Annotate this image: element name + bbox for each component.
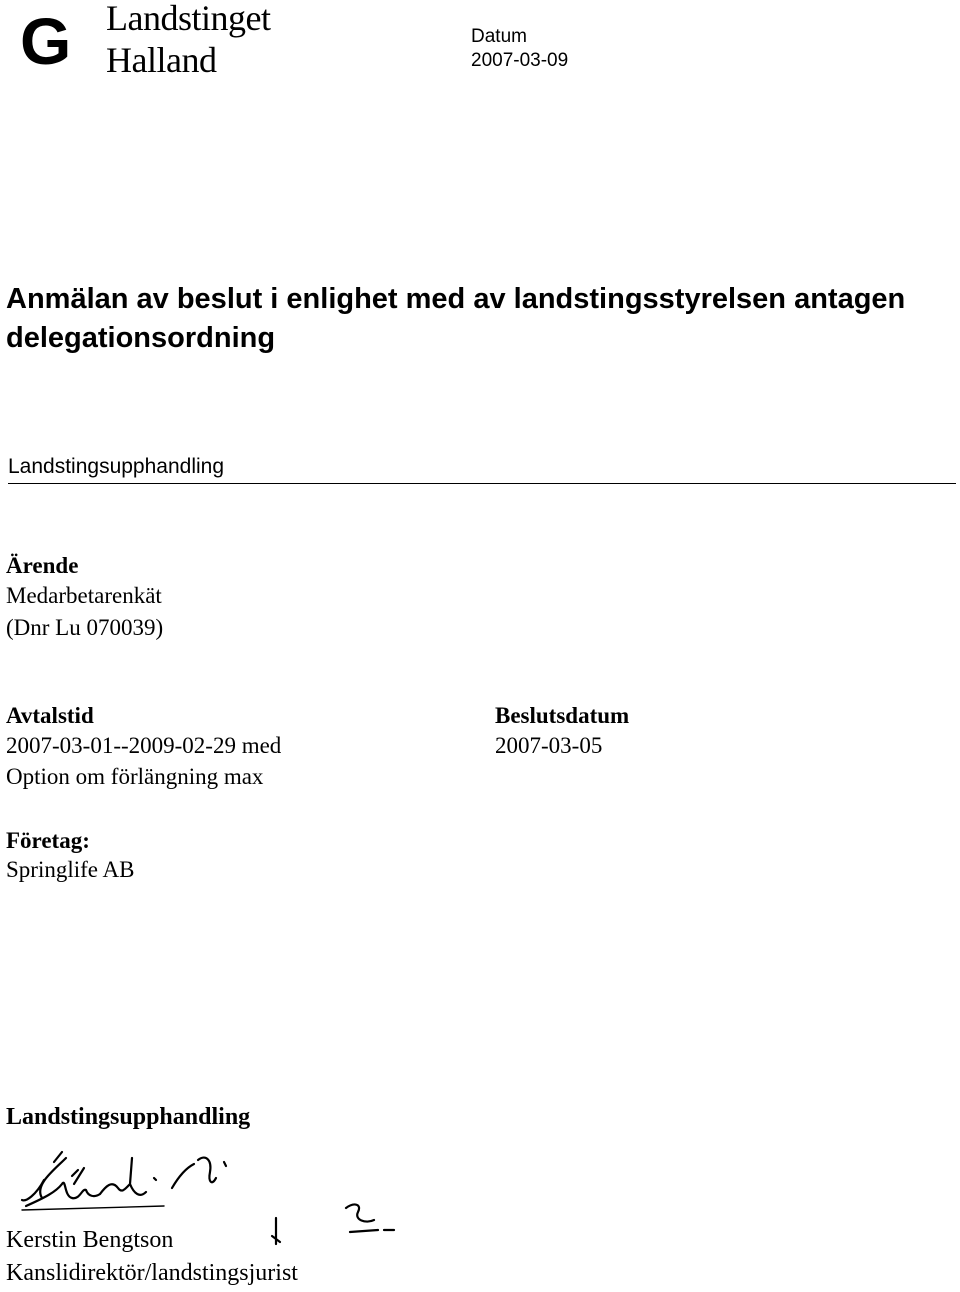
decision-date-value: 2007-03-05: [495, 733, 603, 758]
agreement-period-label: Avtalstid: [6, 703, 94, 728]
date-label: Datum: [471, 26, 527, 47]
case-label: Ärende: [6, 553, 79, 578]
heading-divider: [8, 483, 956, 484]
department-heading: Landstingsupphandling: [8, 455, 225, 478]
footer-department: Landstingsupphandling: [6, 1104, 251, 1130]
signer-title: Kanslidirektör/landstingsjurist: [6, 1260, 298, 1286]
agreement-option-text: Option om förlängning max: [6, 764, 264, 789]
organization-logo: G: [20, 4, 72, 78]
case-reference-number: (Dnr Lu 070039): [6, 615, 164, 640]
organization-name-line1: Landstinget: [106, 0, 271, 38]
organization-name-line2: Halland: [106, 40, 217, 80]
company-label: Företag:: [6, 828, 90, 853]
case-name: Medarbetarenkät: [6, 583, 162, 608]
decision-date-label: Beslutsdatum: [495, 703, 630, 728]
signer-name: Kerstin Bengtson: [6, 1227, 174, 1253]
agreement-period-value: 2007-03-01--2009-02-29 med: [6, 733, 282, 758]
company-name: Springlife AB: [6, 857, 135, 882]
date-value: 2007-03-09: [471, 50, 569, 71]
document-title: Anmälan av beslut i enlighet med av landstingsstyrelsen antagen delegationsordning: [6, 283, 906, 354]
